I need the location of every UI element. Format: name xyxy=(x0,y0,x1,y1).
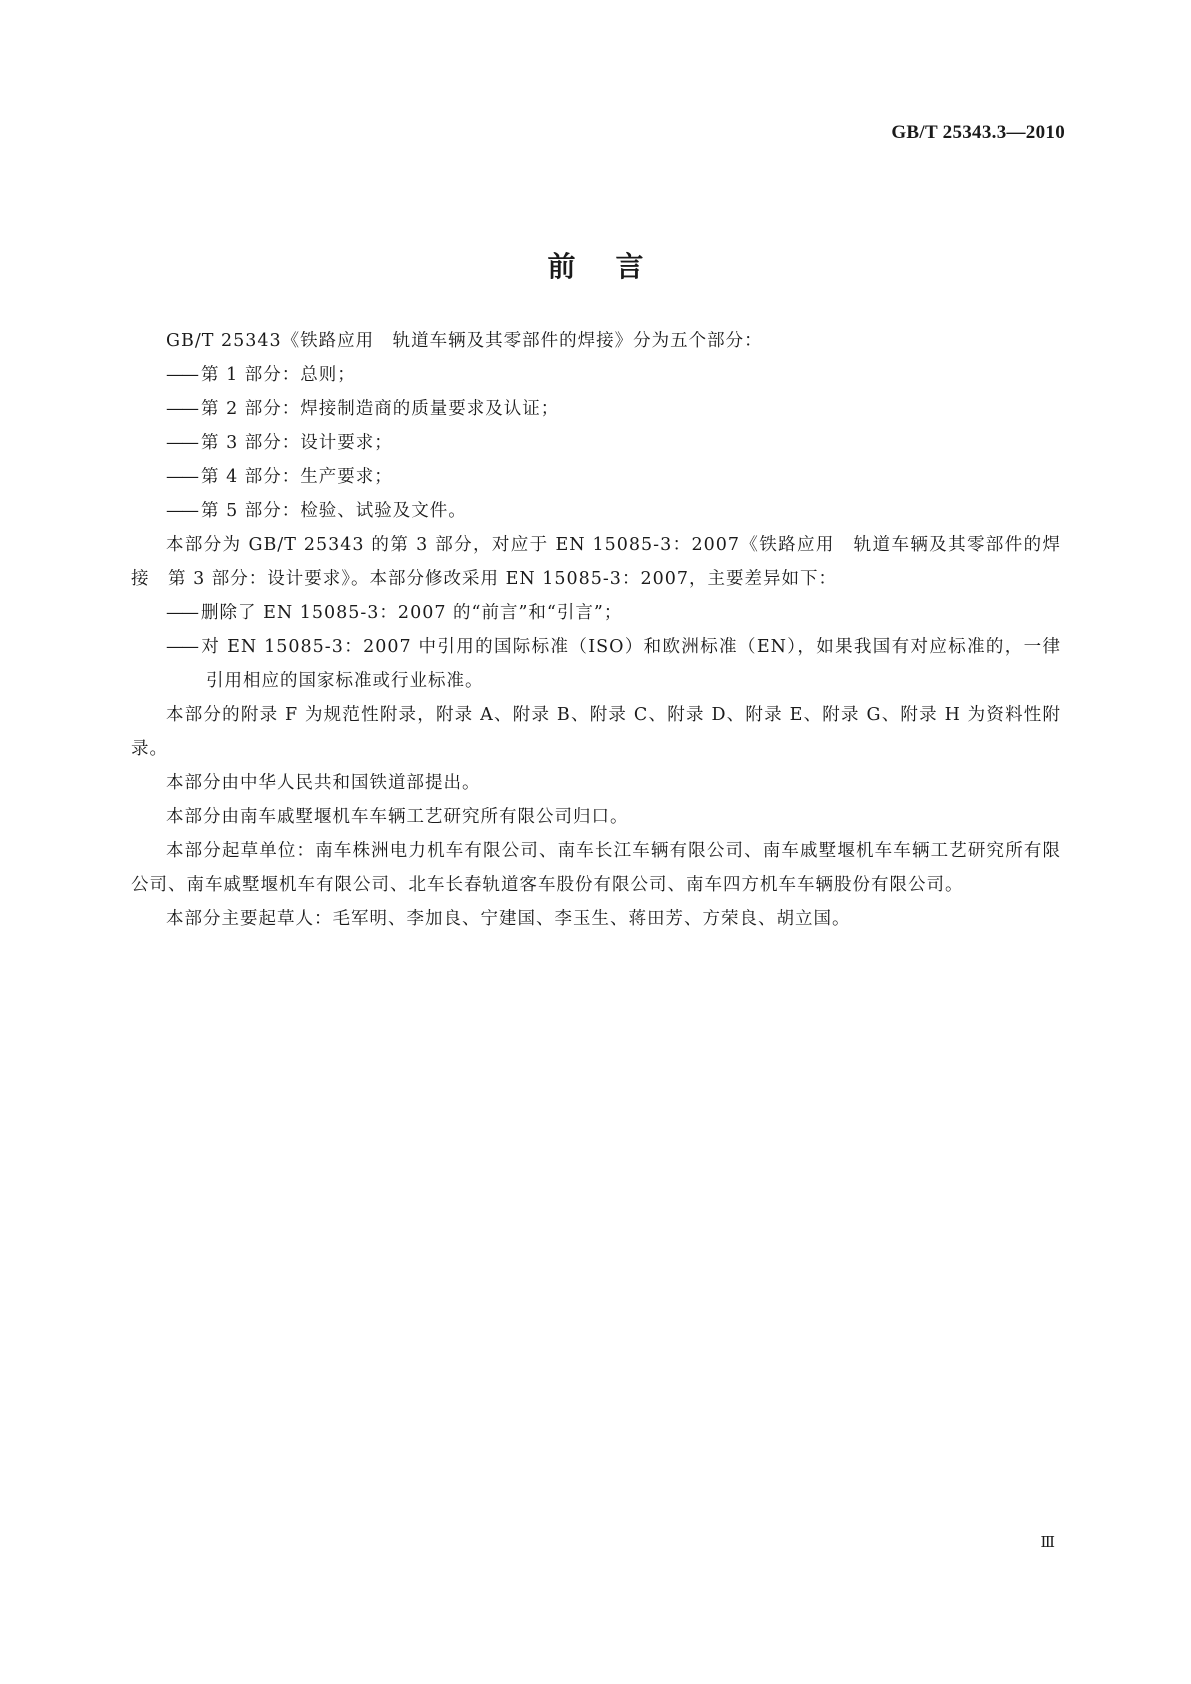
list-item xyxy=(131,596,1061,630)
proposed-by-paragraph: 本部分由中华人民共和国铁道部提出。 xyxy=(166,773,481,793)
dash-marker: —— xyxy=(166,467,197,487)
differences-list xyxy=(131,596,1061,698)
intro-paragraph: GB/T 25343《铁路应用 轨道车辆及其零部件的焊接》分为五个部分： xyxy=(166,331,763,351)
dash-marker: —— xyxy=(166,603,197,623)
page-number: Ⅲ xyxy=(1040,1535,1054,1551)
centralized-by-paragraph: 本部分由南车戚墅堰机车车辆工艺研究所有限公司归口。 xyxy=(166,807,629,827)
list-item xyxy=(131,392,1061,426)
drafting-units-paragraph: 本部分起草单位：南车株洲电力机车有限公司、南车长江车辆有限公司、南车戚墅堰机车车辆工艺研究所有限公司、南车戚墅堰机车有限公司、北车长春轨道客车股份有限公司、南车四方机车车辆股份有限公司。 xyxy=(131,841,1061,895)
annex-paragraph: 本部分的附录 F 为规范性附录，附录 A、附录 B、附录 C、附录 D、附录 E、附录 G、附录 H 为资料性附录。 xyxy=(131,705,1061,759)
foreword-body xyxy=(131,324,1061,936)
standard-number: GB/T 25343.3—2010 xyxy=(891,122,1065,143)
dash-marker: —— xyxy=(166,433,197,453)
dash-marker: —— xyxy=(166,365,197,385)
list-item-text: 第 5 部分：检验、试验及文件。 xyxy=(201,501,467,521)
correspondence-paragraph: 本部分为 GB/T 25343 的第 3 部分，对应于 EN 15085-3：2007《铁路应用 轨道车辆及其零部件的焊接 第 3 部分：设计要求》。本部分修改采用 EN 15085-3：2007，主要差异如下： xyxy=(131,535,1061,589)
list-item xyxy=(131,426,1061,460)
list-item-text: 第 4 部分：生产要求； xyxy=(201,467,393,487)
list-item-text: 第 1 部分：总则； xyxy=(201,365,356,385)
dash-marker: —— xyxy=(166,399,197,419)
dash-marker: —— xyxy=(166,501,197,521)
list-item-text: 第 2 部分：焊接制造商的质量要求及认证； xyxy=(201,399,560,419)
list-item-text: 删除了 EN 15085-3：2007 的“前言”和“引言”； xyxy=(201,603,623,623)
drafters-paragraph: 本部分主要起草人：毛军明、李加良、宁建国、李玉生、蒋田芳、方荣良、胡立国。 xyxy=(166,909,851,929)
list-item-text: 对 EN 15085-3：2007 中引用的国际标准（ISO）和欧洲标准（EN），如果我国有对应标准的，一律引用相应的国家标准或行业标准。 xyxy=(201,637,1061,691)
list-item xyxy=(131,494,1061,528)
dash-marker: —— xyxy=(166,637,197,657)
list-item xyxy=(131,460,1061,494)
list-item xyxy=(131,630,1061,698)
list-item-text: 第 3 部分：设计要求； xyxy=(201,433,393,453)
parts-list xyxy=(131,358,1061,528)
page-title: 前言 xyxy=(547,249,684,283)
list-item xyxy=(131,358,1061,392)
